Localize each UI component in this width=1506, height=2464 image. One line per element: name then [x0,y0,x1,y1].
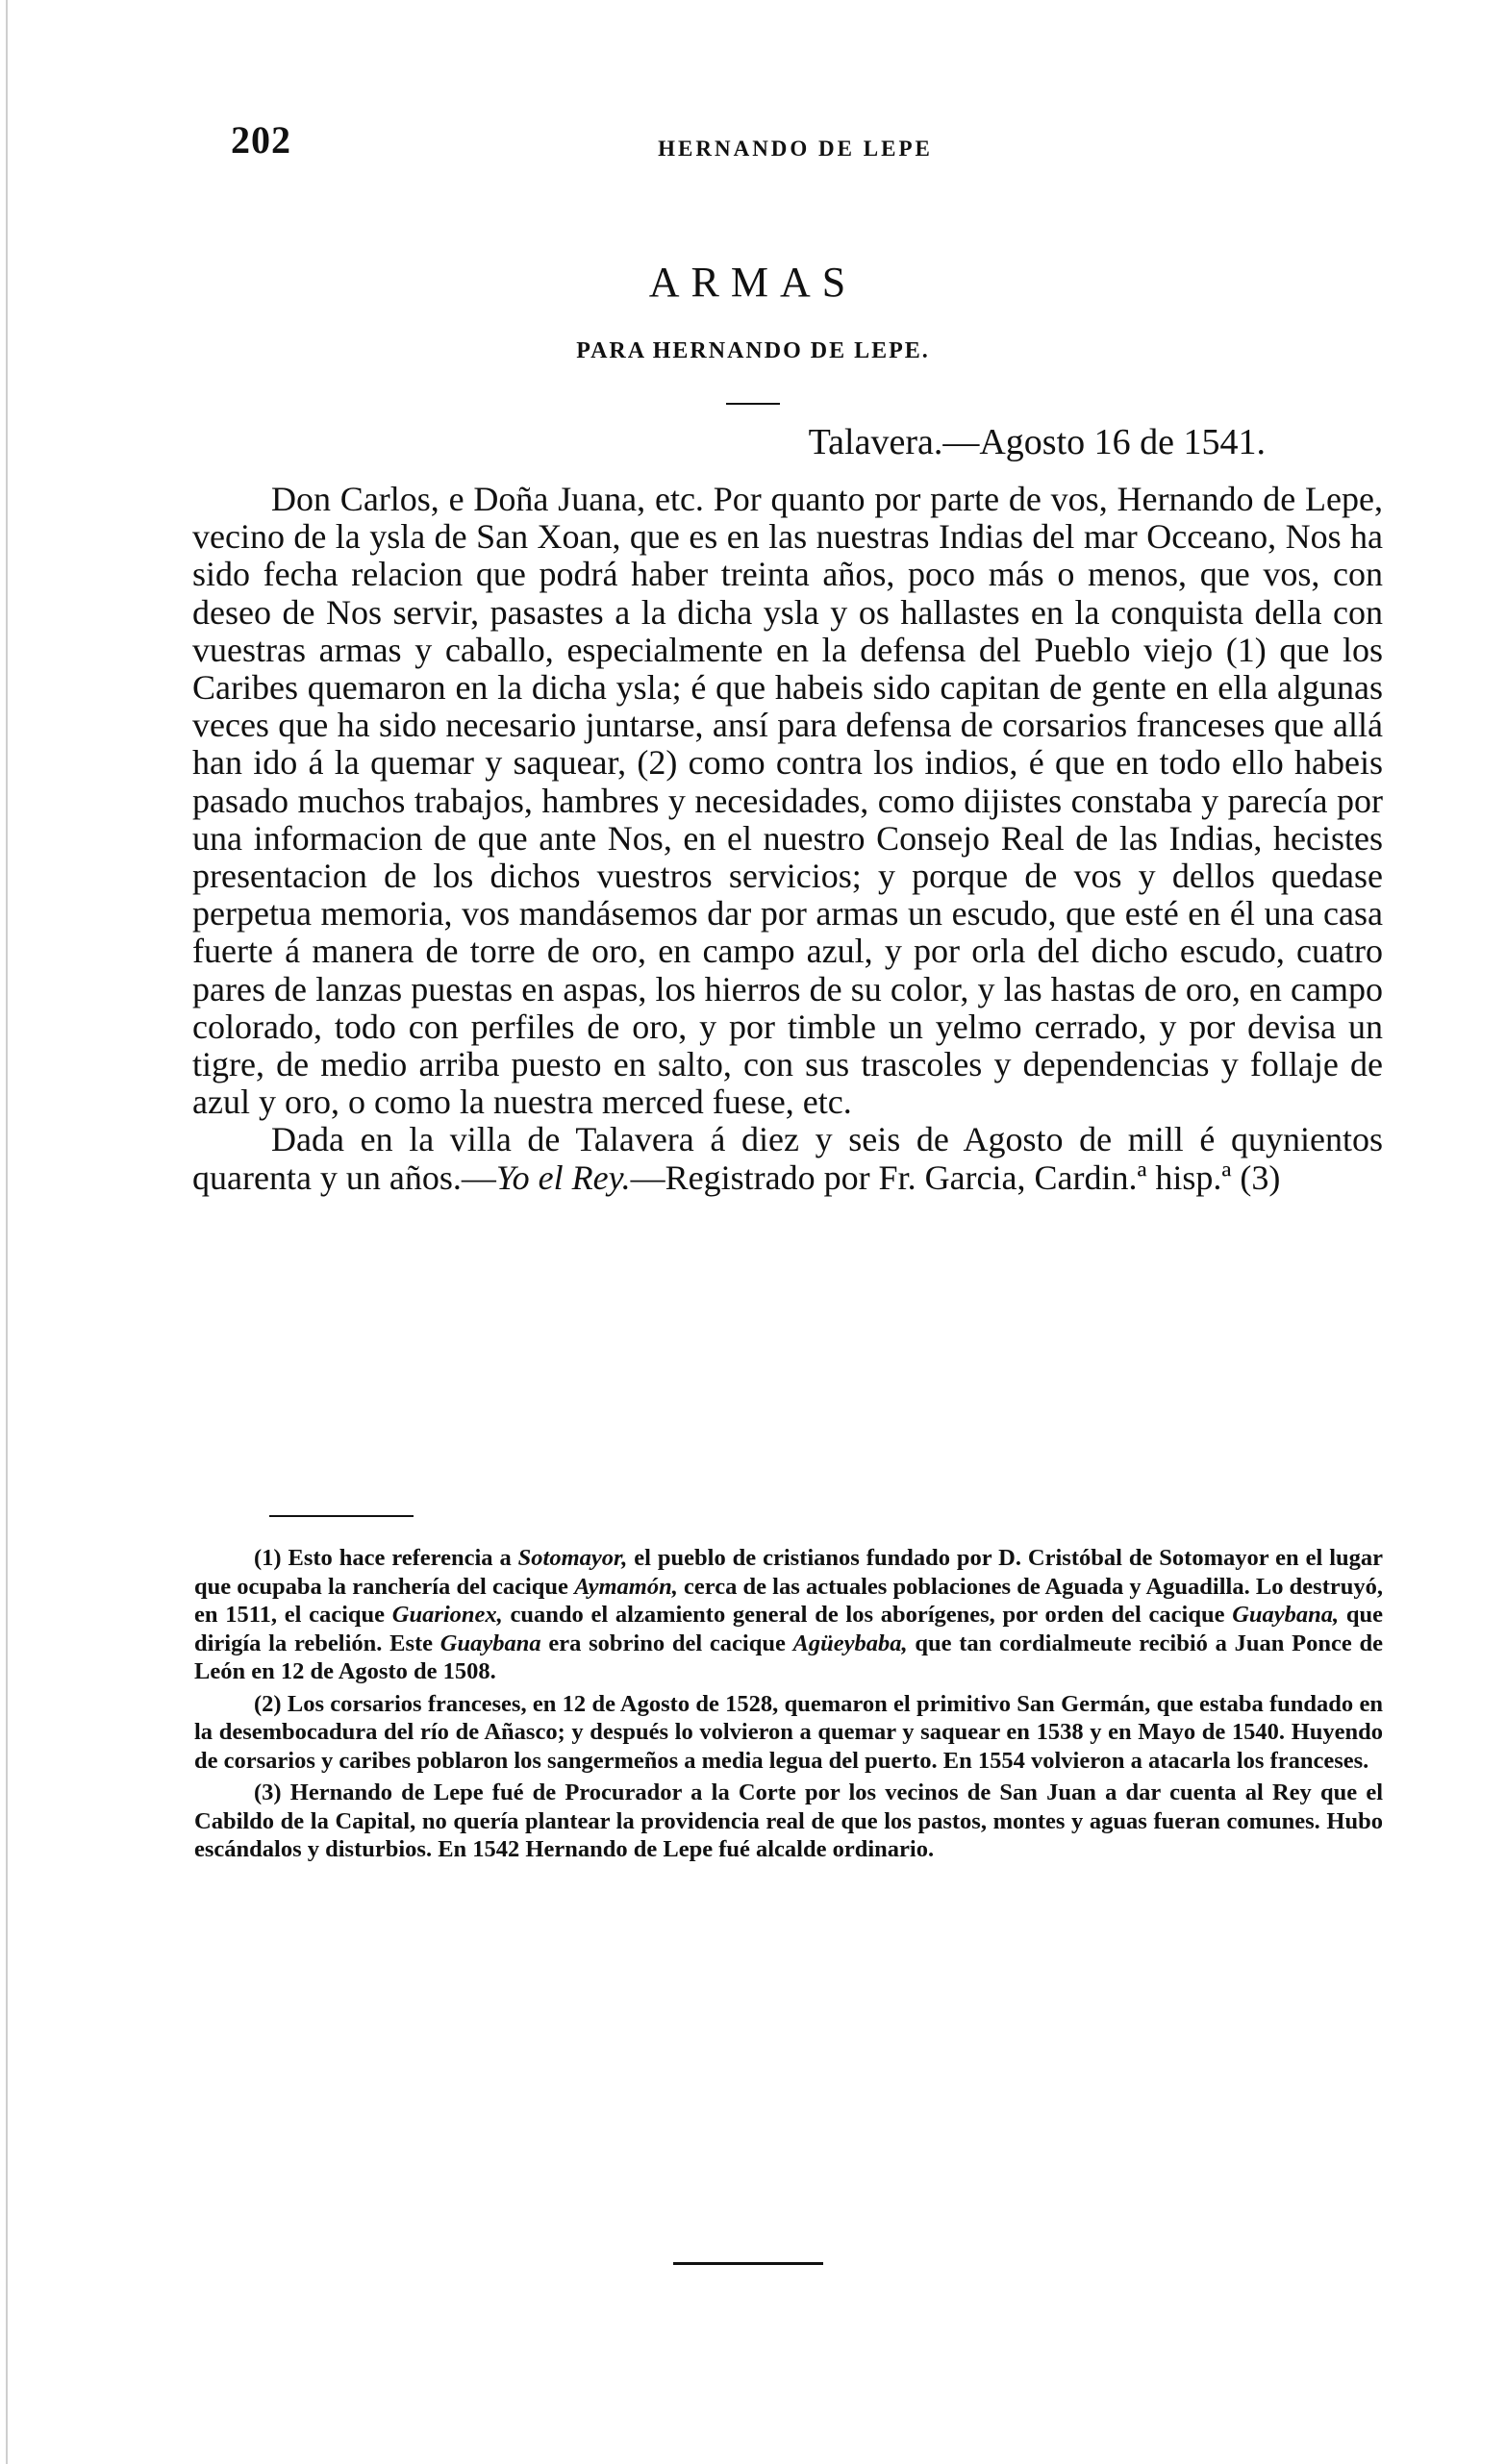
body-paragraph-2-signature: Yo el Rey. [495,1157,631,1197]
footnote-1-italic-4: Guaybana, [1232,1602,1340,1628]
footnote-1-italic-3: Guarionex, [391,1602,503,1628]
scan-edge-line [6,0,8,2464]
footnote-3: (3) Hernando de Lepe fué de Procurador a la Corte por los vecinos de San Juan a dar cuenta al Rey que el Cabildo de la Capital, no quería plantear la providencia real de que los pastos, montes y aguas fueran comunes. Hubo escándalos y disturbios. En 1542 Hernando de Lepe fué alcalde ordinario. [194,1780,1383,1862]
footnote-1-text-c: cerca de las actuales poblaciones de Aguada y Aguadilla. Lo destruyó, en 1511, el cacique [194,1573,1383,1628]
footnote-1-text-f: era sobrino del cacique [540,1630,793,1656]
body-paragraph-2-end: —Registrado por Fr. Garcia, Cardin.ª hisp.ª (3) [630,1157,1281,1197]
running-head: HERNANDO DE LEPE [658,137,933,161]
footnote-2: (2) Los corsarios franceses, en 12 de Agosto de 1528, quemaron el primitivo San Germán, que estaba fundado en la desembocadura del río de Añasco; y después lo volvieron a quemar y saquear en 1538 y en Mayo de 1540. Huyendo de corsarios y caribes poblaron los sangermeños a media legua del puerto. En 1554 volvieron a atacarla los franceses. [194,1690,1383,1774]
footnote-1-italic-5: Guaybana [439,1630,541,1656]
body-paragraph-1: Don Carlos, e Doña Juana, etc. Por quanto por parte de vos, Hernando de Lepe, vecino de la ysla de San Xoan, que es en las nuestras Indias del mar Occeano, Nos ha sido fecha relacion que podrá haber treinta años, poco más o menos, que vos, con deseo de Nos servir, pasastes a la dicha ysla y os hallastes en la conquista della con vuestras armas y caballo, especialmente en la defensa del Pueblo viejo (1) que los Caribes quemaron en la dicha ysla; é que habeis sido capitan de gente en ella algunas veces que ha sido necesario juntarse, ansí para defensa de corsarios franceses que allá han ido á la quemar y saquear, (2) como contra los indios, é que en todo ello habeis pasado muchos trabajos, hambres y necesidades, como dijistes constaba y parecía por una informacion de que ante Nos, en el nuestro Consejo Real de las Indias, hecistes presentacion de los dichos vuestros servicios; y porque de vos y dellos quedase perpetua memoria, vos mandásemos dar por armas un escudo, que esté en él una casa fuerte á manera de torre de oro, en campo azul, y por orla del dicho escudo, cuatro pares de lanzas puestas en aspas, los hierros de su color, y las hastas de oro, en campo colorado, todo con perfiles de oro, y por timble un yelmo cerrado, y por devisa un tigre, de medio arriba puesto en salto, con sus trascoles y dependencias y follaje de azul y oro, o como la nuestra merced fuese, etc. [192,480,1383,1122]
footnote-1-text-a: (1) Esto hace referencia a [254,1545,518,1571]
page-number: 202 [231,118,291,162]
body-text [192,481,1383,1197]
footnote-1-text-e: que dirigía la rebelión. Este [194,1602,1383,1656]
footnote-1-italic-2: Aymamón, [574,1573,678,1600]
document-subtitle: PARA HERNANDO DE LEPE. [576,338,930,363]
body-paragraph-2 [192,1121,1383,1196]
page-header [213,117,1377,175]
document-title: ARMAS [648,259,858,306]
body-paragraph-2-start: Dada en la villa de Talavera á diez y seis de Agosto de mill é quynientos quarenta y un años.— [192,1120,1383,1197]
end-divider [673,2262,823,2265]
footnote-1-italic-6: Agüeybaba, [792,1630,908,1656]
dateline: Talavera.—Agosto 16 de 1541. [808,422,1266,462]
title-divider [726,403,780,405]
footnote-1 [194,1544,1383,1686]
footnote-1-text-b: el pueblo de cristianos fundado por D. Cristóbal de Sotomayor en el lugar que ocupaba la ranchería del cacique [194,1545,1383,1600]
footnote-1-italic-1: Sotomayor, [517,1545,628,1571]
footnote-1-text-g: que tan cordialmeute recibió a Juan Ponce de León en 12 de Agosto de 1508. [194,1630,1383,1684]
footnote-divider [269,1515,414,1517]
footnotes [194,1544,1383,1868]
footnote-1-text-d: cuando el alzamiento general de los aborígenes, por orden del cacique [502,1602,1233,1628]
